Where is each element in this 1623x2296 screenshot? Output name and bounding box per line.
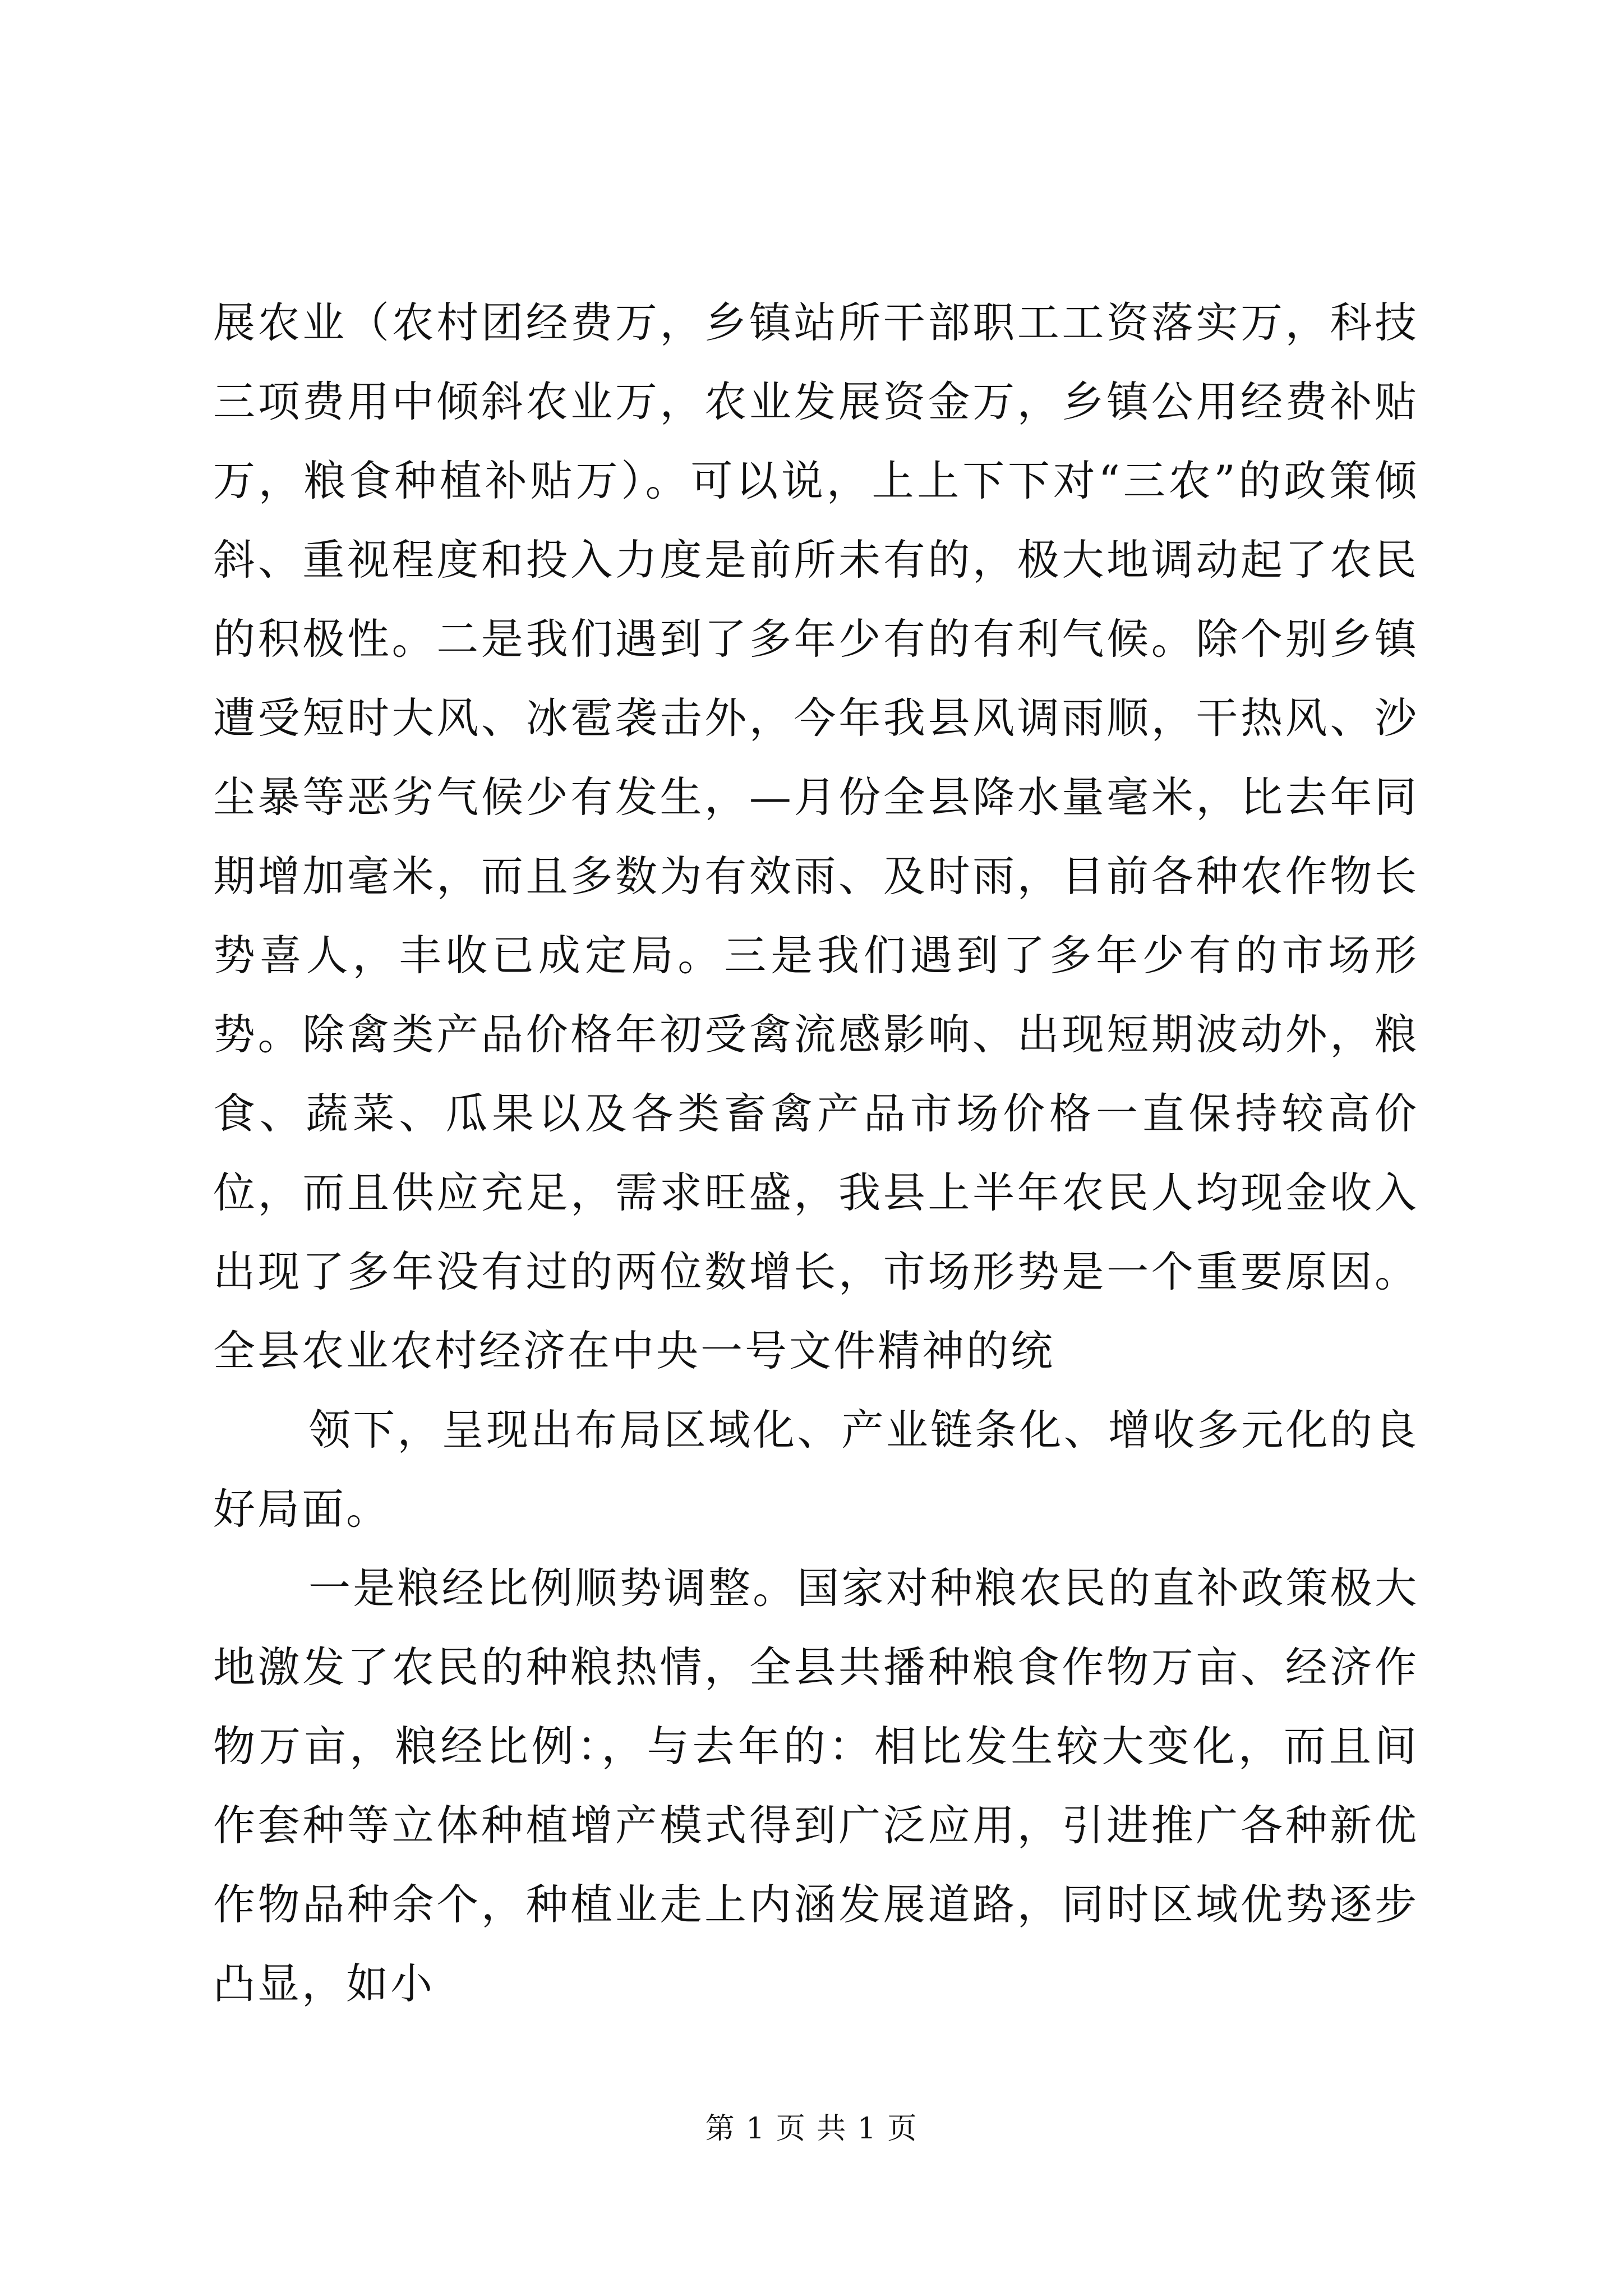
- paragraph-overview: 领下，呈现出布局区域化、产业链条化、增收多元化的良好局面。: [213, 1405, 1419, 1534]
- document-body: [213, 283, 1419, 2023]
- paragraph-continuation: 展农业（农村团经费万，乡镇站所干部职工工资落实万，科技三项费用中倾斜农业万，农业发展资金万，乡镇公用经费补贴万，粮食种植补贴万）。可以说，上上下下对“三农”的政策倾斜、重视程度和投入力度是前所未有的，极大地调动起了农民的积极性。二是我们遇到了多年少有的有利气候。除个别乡镇遭受短时大风、冰雹袭击外，今年我县风调雨顺，干热风、沙尘暴等恶劣气候少有发生，—月份全县降水量毫米，比去年同期增加毫米，而且多数为有效雨、及时雨，目前各种农作物长势喜人，丰收已成定局。三是我们遇到了多年少有的市场形势。除禽类产品价格年初受禽流感影响、出现短期波动外，粮食、蔬菜、瓜果以及各类畜禽产品市场价格一直保持较高价位，而且供应充足，需求旺盛，我县上半年农民人均现金收入出现了多年没有过的两位数增长，市场形势是一个重要原因。全县农业农村经济在中央一号文件精神的统: [213, 298, 1419, 1375]
- paragraph-grain-economy-ratio: 一是粮经比例顺势调整。国家对种粮农民的直补政策极大地激发了农民的种粮热情，全县共播种粮食作物万亩、经济作物万亩，粮经比例：，与去年的：相比发生较大变化，而且间作套种等立体种植增产模式得到广泛应用，引进推广各种新优作物品种余个，种植业走上内涵发展道路，同时区域优势逐步凸显，如小: [213, 1563, 1419, 2008]
- page-footer: 第 1 页 共 1 页: [705, 2112, 918, 2146]
